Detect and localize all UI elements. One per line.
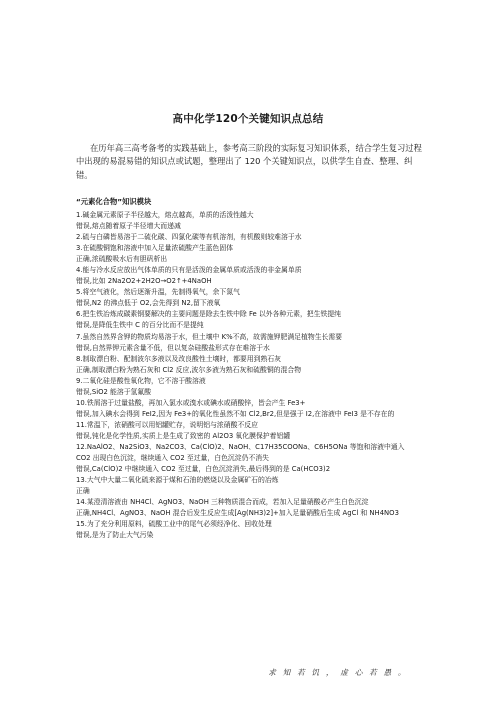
list-line: 错误,是为了防止大气污染 [76,531,154,540]
list-line: 错误,钝化是化学性质,实质上是生成了致密的 Al2O3 氧化膜保护着铝罐 [76,431,291,440]
document-title: 高中化学120个关键知识点总结 [172,113,324,125]
list-line: 15.为了充分利用原料，硫酸工业中的尾气必须经净化、回收处理 [76,520,272,529]
list-line: 5.将空气液化，然后逐渐升温，先制得氧气，余下氮气 [76,288,240,297]
list-line: 正确,制取漂白粉为熟石灰和 Cl2 反应,波尔多液为熟石灰和硫酸铜的混合物 [76,365,302,374]
list-line: 9.二氧化硅是酸性氧化物，它不溶于酸溶液 [76,376,206,385]
list-line: 错误,是降低生铁中 C 的百分比而不是提纯 [76,321,204,330]
list-line: 错误,Ca(ClO)2 中继续通入 CO2 至过量，白色沉淀消失,最后得到的是 Ca(HCO3)2 [76,465,331,474]
list-line: 14.某澄清溶液由 NH4Cl、AgNO3、NaOH 三种物质混合而成，若加入足量硝酸必产生白色沉淀 [76,498,369,507]
intro-paragraph: 在历年高三高考备考的实践基础上，参考高三阶段的实际复习知识体系，结合学生复习过程中出现的易混易错的知识点或试题，整理出了 120 个关键知识点，以供学生自查、整理、纠错。 [76,143,422,180]
list-line: 错误,加入碘水会得到 FeI2,因为 Fe3+的氧化性虽然不如 Cl2,Br2,但是强于 I2,在溶液中 FeI3 是不存在的 [76,409,395,418]
list-line: 2.硫与白磷皆易溶于二硫化碳、四氯化碳等有机溶剂，有机酸则较难溶于水 [76,233,302,242]
list-line: 10.铁屑溶于过量盐酸，再加入氯水或溴水或碘水或硝酸锌，皆会产生 Fe3+ [76,398,306,407]
list-line: 错误,比如 2Na2O2+2H2O→O2↑+4NaOH [76,277,212,286]
list-line: 6.把生铁冶炼成碳素钢要解决的主要问题是除去生铁中除 Fe 以外各种元素，把生铁提纯 [76,310,342,319]
list-line: 正确 [76,487,90,496]
list-line: 7.虽然自然界含钾的物质均易溶于水，但土壤中 K%不高，故需施钾肥满足植物生长需要 [76,332,343,341]
list-line: 1.碱金属元素原子半径越大，熔点越高，单质的活泼性越大 [76,211,254,219]
knowledge-list [76,210,421,541]
list-line: 正确,NH4Cl、AgNO3、NaOH 混合后发生反应生成[Ag(NH3)2]+加入足量硝酸后生成 AgCl 和 NH4NO3 [76,509,399,518]
list-line: 4.能与冷水反应放出气体单质的只有是活泼的金属单质或活泼的非金属单质 [76,266,302,275]
list-line: 13.大气中大量二氧化硫来源于煤和石油的燃烧以及金属矿石的冶炼 [76,476,279,485]
section-heading: “元素化合物”知识模块 [76,197,152,206]
list-line: 正确,浓硫酸吸水后有胆矾析出 [76,255,168,264]
list-line: 错误,自然界钾元素含量不低，但以复杂硅酸盐形式存在难溶于水 [76,343,270,352]
list-line: 8.制取漂白粉、配制波尔多液以及改良酸性土壤时，都要用到熟石灰 [76,354,282,363]
list-line: 3.在硫酸铜饱和溶液中加入足量浓硫酸产生蓝色固体 [76,244,234,253]
list-line: 错误,SiO2 能溶于氢氟酸 [76,387,152,396]
list-line: 错误,熔点随着原子半径增大而递减 [76,222,181,231]
list-line: 12.NaAlO2、Na2SiO3、Na2CO3、Ca(ClO)2、NaOH、C17H35COONa、C6H5ONa 等饱和溶液中通入 CO2 出现白色沉淀，继续通入 CO2 至过量，白色沉淀仍不消失 [76,442,405,463]
footer-motto: 求 知 若 饥 ， 虚 心 若 愚 。 [268,668,408,677]
page-footer [0,667,496,678]
list-line: 11.常温下，浓硝酸可以用铝罐贮存，说明铝与浓硝酸不反应 [76,420,258,429]
list-line: 错误,N2 的沸点低于 O2,会先得到 N2,留下液氧 [76,299,221,308]
